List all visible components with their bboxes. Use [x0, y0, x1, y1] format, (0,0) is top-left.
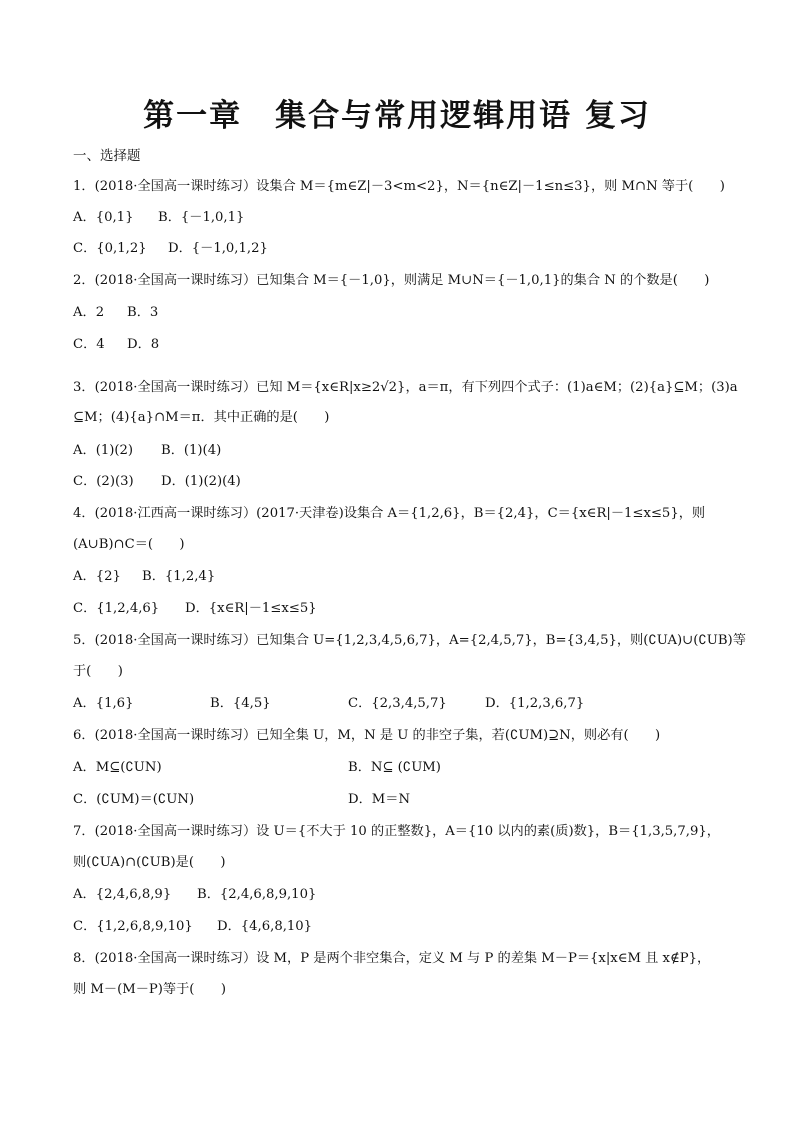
- question-5-stem-line-2: 于( ): [73, 664, 123, 679]
- question-4-option-a: A．{2}: [73, 569, 121, 584]
- question-1-option-d: D．{－1,0,1,2}: [168, 241, 268, 256]
- question-4-option-b: B．{1,2,4}: [142, 569, 216, 584]
- question-6-option-c: C．(∁UM)＝(∁UN): [73, 792, 195, 807]
- question-3-stem-line-2: ⊆M；(4){a}∩M＝π．其中正确的是( ): [73, 410, 330, 425]
- question-5-option-a: A．{1,6}: [73, 696, 134, 711]
- question-2-stem: 2．(2018·全国高一课时练习）已知集合 M＝{－1,0}，则满足 M∪N＝{－1,0,1}的集合 N 的个数是( ): [73, 273, 710, 288]
- page-title: 第一章 集合与常用逻辑用语 复习: [143, 98, 651, 134]
- question-5-option-b: B．{4,5}: [210, 696, 271, 711]
- question-1-option-a: A．{0,1}: [73, 210, 134, 225]
- question-7-stem-line-1: 7．(2018·全国高一课时练习）设 U＝{不大于 10 的正整数}，A＝{10 以内的素(质)数}，B＝{1,3,5,7,9}，: [73, 824, 720, 839]
- question-1-option-b: B．{－1,0,1}: [158, 210, 245, 225]
- question-4-stem-line-1: 4．(2018·江西高一课时练习）(2017·天津卷)设集合 A＝{1,2,6}，B＝{2,4}，C＝{x∈R|－1≤x≤5}，则: [73, 506, 706, 521]
- question-2-option-a: A．2: [73, 305, 105, 320]
- question-4-stem-line-2: (A∪B)∩C＝( ): [73, 537, 185, 552]
- question-7-stem-line-2: 则(∁UA)∩(∁UB)是( ): [73, 855, 226, 870]
- question-7-option-d: D．{4,6,8,10}: [217, 919, 313, 934]
- question-6-option-d: D．M＝N: [348, 792, 410, 807]
- question-3-option-c: C．(2)(3): [73, 474, 134, 489]
- question-2-option-c: C．4: [73, 337, 105, 352]
- question-5-option-d: D．{1,2,3,6,7}: [485, 696, 585, 711]
- question-3-option-d: D．(1)(2)(4): [161, 474, 241, 489]
- question-2-option-b: B．3: [127, 305, 159, 320]
- question-3-option-a: A．(1)(2): [73, 443, 134, 458]
- question-4-option-d: D．{x∈R|－1≤x≤5}: [185, 601, 317, 616]
- question-2-option-d: D．8: [127, 337, 160, 352]
- question-7-option-c: C．{1,2,6,8,9,10}: [73, 919, 193, 934]
- question-6-option-a: A．M⊆(∁UN): [73, 760, 162, 775]
- question-3-option-b: B．(1)(4): [161, 443, 222, 458]
- section-heading: 一、选择题: [73, 148, 141, 164]
- question-8-stem-line-2: 则 M－(M－P)等于( ): [73, 982, 226, 997]
- question-6-option-b: B．N⊆ (∁UM): [348, 760, 441, 775]
- question-4-option-c: C．{1,2,4,6}: [73, 601, 160, 616]
- question-7-option-b: B．{2,4,6,8,9,10}: [197, 887, 317, 902]
- question-5-stem-line-1: 5．(2018·全国高一课时练习）已知集合 U={1,2,3,4,5,6,7}，A={2,4,5,7}，B={3,4,5}，则(∁UA)∪(∁UB)等: [73, 633, 746, 648]
- question-5-option-c: C．{2,3,4,5,7}: [348, 696, 447, 711]
- question-3-stem-line-1: 3．(2018·全国高一课时练习）已知 M＝{x∈R|x≥2√2}，a＝π，有下列四个式子：(1)a∈M；(2){a}⊆M；(3)a: [73, 380, 738, 395]
- question-1-option-c: C．{0,1,2}: [73, 241, 147, 256]
- question-8-stem-line-1: 8．(2018·全国高一课时练习）设 M，P 是两个非空集合，定义 M 与 P 的差集 M－P＝{x|x∈M 且 x∉P}，: [73, 951, 711, 966]
- question-6-stem: 6．(2018·全国高一课时练习）已知全集 U，M，N 是 U 的非空子集，若(∁UM)⊇N，则必有( ): [73, 728, 661, 743]
- question-1-stem: 1．(2018·全国高一课时练习）设集合 M＝{m∈Z|－3<m<2}，N＝{n∈Z|－1≤n≤3}，则 M∩N 等于( ): [73, 179, 725, 194]
- question-7-option-a: A．{2,4,6,8,9}: [73, 887, 172, 902]
